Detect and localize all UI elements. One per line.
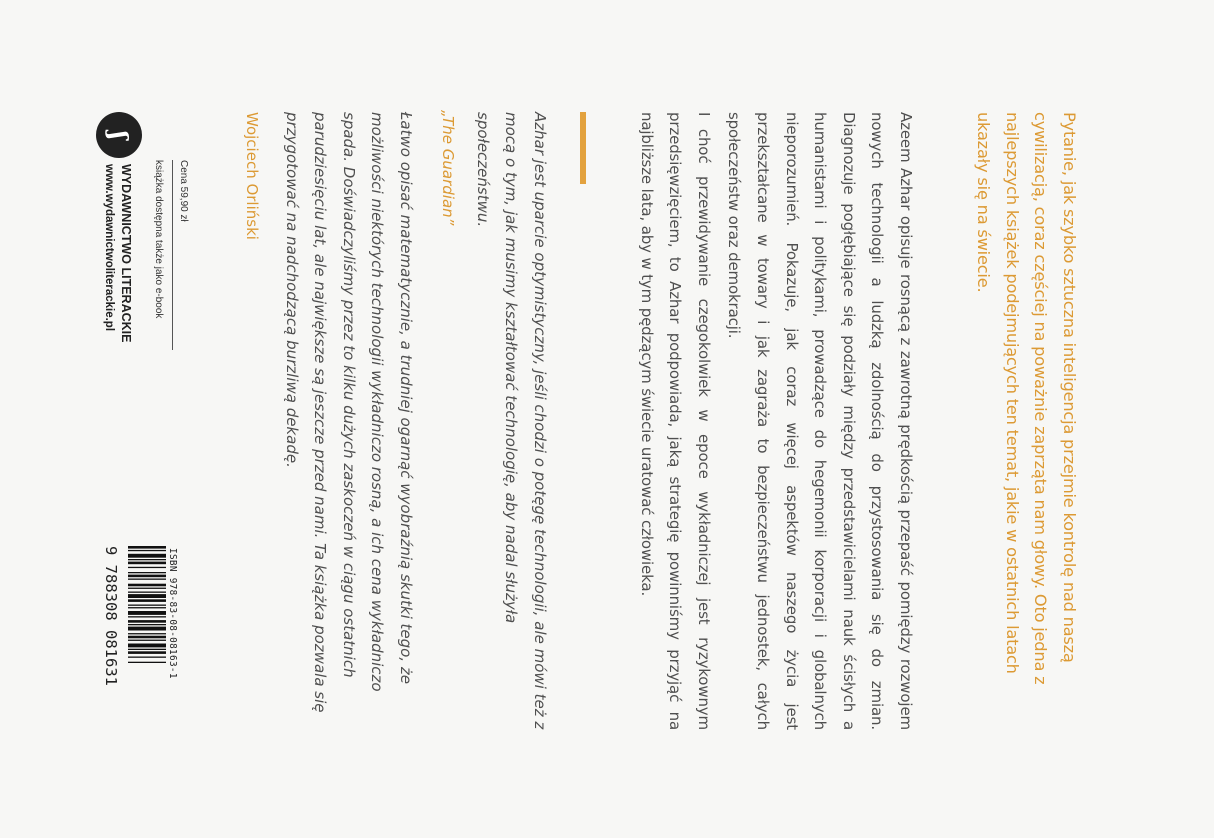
- lead-text: Pytanie, jak szybko sztuczna inteligencja przejmie kontrolę nad naszą cywilizacją, coraz częściej na poważnie zaprząta nam głowy. Oto jedna z najlepszych książek podejmujących ten temat, jakie w ostatnich latach ukazały się na świecie.: [974, 112, 1079, 685]
- review-quote-2: Łatwo opisać matematycznie, a trudniej ogarnąć wyobraźnią skutki tego, że możliwości niektórych technologii wykładniczo rosną, a ich cena wykładniczo spada. Doświadczyliśmy przez to kilku dużych zaskoczeń w ciągu ostatnich parudziesięciu lat, ale największe są jeszcze przed nami. Ta książka pozwala się przygotować na nadchodzącą burzliwą dekadę.: [282, 112, 415, 713]
- barcode-bar: [128, 588, 166, 589]
- barcode-bar: [128, 592, 166, 593]
- review-quote-1: Azhar jest uparcie optymistyczny, jeśli chodzi o potęgę technologii, ale mówi też z mocą o tym, jak musimy kształtować technologię, aby nadal służyła społeczeństwu.: [473, 112, 549, 730]
- description-paragraph-2: I choć przewidywanie czegokolwiek w epoce wykładniczej jest ryzykownym przedsięwzięciem, to Azhar podpowiada, jaką strategię powinniśmy przyjąć na najbliższe lata, aby w tym pędzącym świecie uratować człowieka.: [637, 112, 713, 730]
- review-source-2: Wojciech Orliński: [243, 112, 261, 240]
- publisher-url: www.wydawnictwoliterackie.pl: [103, 164, 115, 332]
- barcode-bar: [128, 554, 166, 558]
- barcode-bar: [128, 649, 166, 650]
- barcode-bar: [128, 567, 166, 568]
- barcode-digits: 9 788308 081631: [102, 546, 120, 686]
- divider: [172, 160, 173, 350]
- barcode-bar: [128, 640, 166, 641]
- barcode-bar: [128, 644, 166, 648]
- barcode: [102, 538, 168, 718]
- barcode-bar: [128, 624, 166, 625]
- price-label: Cena 59,90 zł: [178, 160, 189, 222]
- description-paragraph-1: Azeem Azhar opisuje rosnącą z zawrotną prędkością przepaść pomiędzy rozwojem nowych technologii a ludzką zdolnością do przystosowania się do zmian. Diagnozuje pogłębiające się podziały między przedstawicielami nauk ścisłych a humanistami i politykami, prowadzące do hegemonii korporacji i globalnych nieporozumień. Pokazuje, jak coraz więcej aspektów naszego życia jest przekształcane w towary i jak zagraża to bezpieczeństwu jednostek, całych społeczeństw oraz demokracji.: [725, 112, 915, 730]
- barcode-bar: [128, 657, 166, 658]
- barcode-bar: [128, 636, 166, 639]
- barcode-bar: [128, 575, 166, 578]
- barcode-bar: [128, 584, 166, 587]
- barcode-bar: [128, 616, 166, 617]
- review-source-1: „The Guardian”: [439, 110, 457, 226]
- barcode-bar: [128, 620, 166, 623]
- publisher-name: WYDAWNICTWO LITERACKIE: [119, 164, 133, 343]
- barcode-bar: [128, 559, 166, 560]
- barcode-bar: [128, 627, 166, 631]
- barcode-bar: [128, 546, 166, 549]
- barcode-bar: [128, 662, 166, 663]
- ebook-note: książka dostępna także jako e-book: [153, 160, 164, 319]
- barcode-bar: [128, 607, 166, 608]
- publisher-logo-icon: ʃ: [96, 112, 142, 158]
- barcode-bar: [128, 599, 166, 602]
- barcode-bar: [128, 550, 166, 551]
- barcode-bar: [128, 633, 166, 634]
- barcode-bar: [128, 562, 166, 565]
- barcode-bar: [128, 651, 166, 654]
- barcode-bar: [128, 605, 166, 606]
- barcode-bar: [128, 572, 166, 573]
- accent-rule: [580, 112, 586, 184]
- barcode-bar: [128, 594, 166, 598]
- barcode-bar: [128, 611, 166, 615]
- isbn-label: ISBN 978-83-08-08163-1: [167, 548, 178, 679]
- barcode-bar: [128, 579, 166, 580]
